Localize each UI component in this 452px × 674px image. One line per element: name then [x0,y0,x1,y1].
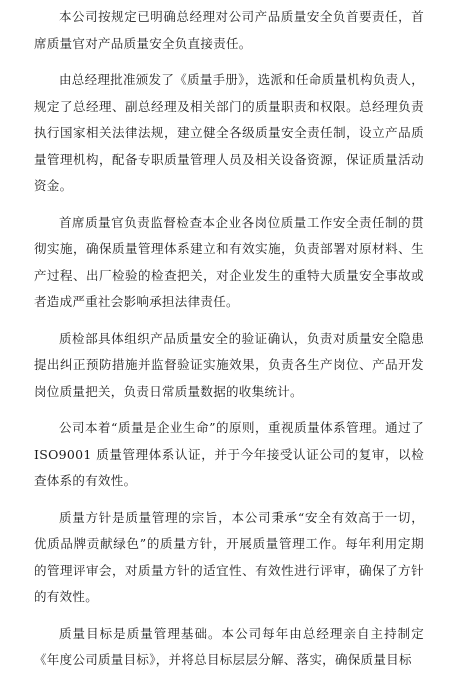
paragraph-responsibility: 本公司按规定已明确总经理对公司产品质量安全负首要责任，首席质量官对产品质量安全负直接责任。 [34,9,424,51]
paragraph-general-manager: 由总经理批准颁发了《质量手册》，选派和任命质量机构负责人，规定了总经理、副总经理及相关部门的质量职责和权限。总经理负责执行国家相关法律法规，建立健全各级质量安全责任制，设立产品质量管理机构，配备专职质量管理人员及相关设备资源，保证质量活动资金。 [34,72,424,193]
paragraph-quality-policy: 质量方针是质量管理的宗旨，本公司秉承“安全有效高于一切，优质品牌贡献绿色”的质量方针，开展质量管理工作。每年利用定期的管理评审会，对质量方针的适宜性、有效性进行评审，确保了方针的有效性。 [34,509,424,604]
paragraph-chief-quality-officer: 首席质量官负责监督检查本企业各岗位质量工作安全责任制的贯彻实施，确保质量管理体系建立和有效实施，负责部署对原材料、生产过程、出厂检验的检查把关，对企业发生的重特大质量安全事故或者造成严重社会影响承担法律责任。 [34,214,424,309]
paragraph-quality-objectives: 质量目标是质量管理基础。本公司每年由总经理亲自主持制定《年度公司质量目标》，并将总目标层层分解、落实，确保质量目标 [34,625,424,667]
paragraph-quality-inspection: 质检部具体组织产品质量安全的验证确认，负责对质量安全隐患提出纠正预防措施并监督验证实施效果，负责各生产岗位、产品开发岗位质量把关，负责日常质量数据的收集统计。 [34,330,424,399]
paragraph-iso-certification: 公司本着“质量是企业生命”的原则，重视质量体系管理。通过了 ISO9001 质量管理体系认证，并于今年接受认证公司的复审，以检查体系的有效性。 [34,420,424,488]
